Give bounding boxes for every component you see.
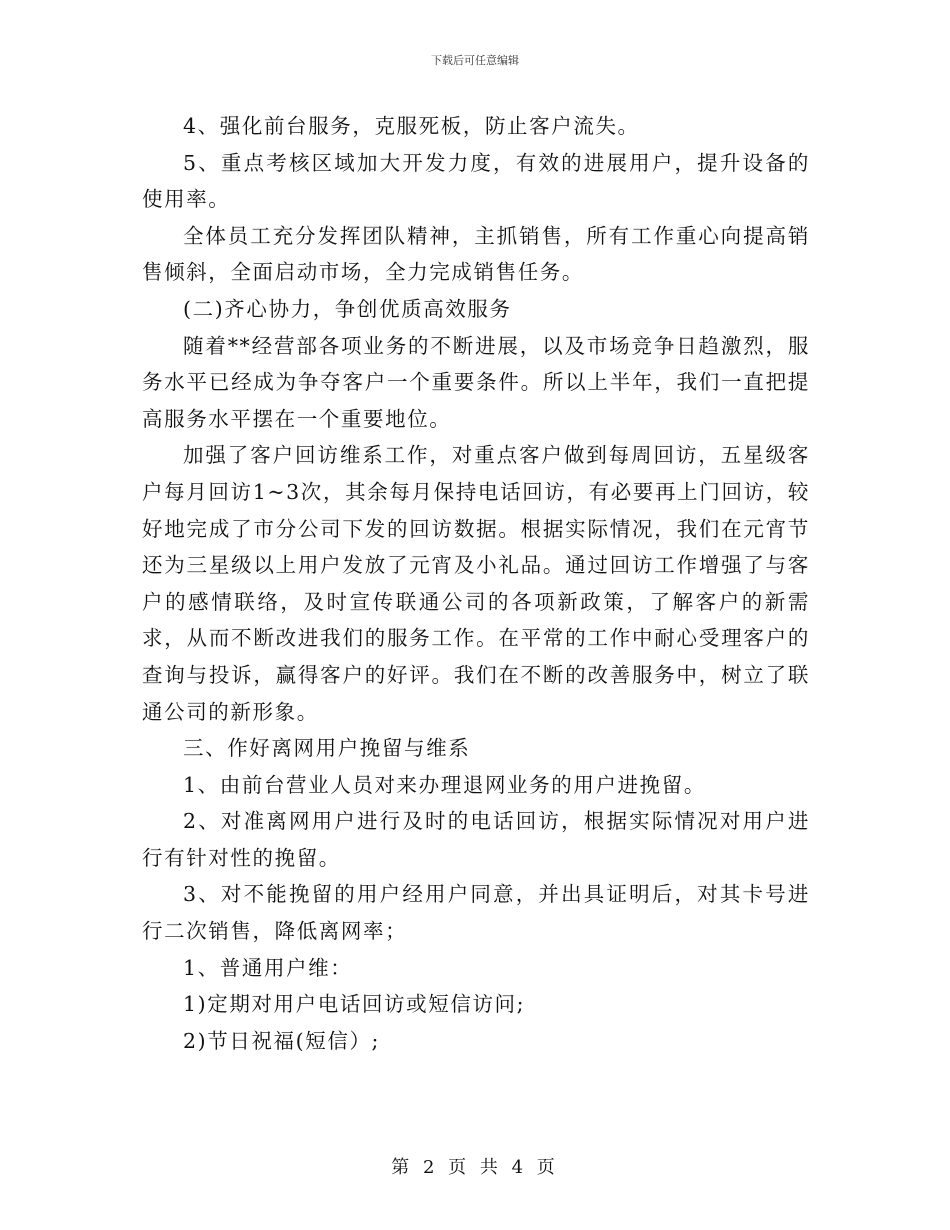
paragraph: 1、由前台营业人员对来办理退网业务的用户进挽留。 (183, 772, 706, 797)
paragraph: 4、强化前台服务，克服死板，防止客户流失。 (183, 114, 640, 138)
page-header: 下载后可任意编辑 (431, 54, 519, 67)
section-heading: (二)齐心协力，争创优质高效服务 (183, 296, 512, 321)
paragraph: 全体员工充分发挥团队精神，主抓销售，所有工作重心向提高销售倾斜，全面启动市场，全力完成销售任务。 (142, 223, 810, 285)
paragraph: 1)定期对用户电话回访或短信访问; (183, 992, 526, 1017)
paragraph: 随着**经营部各项业务的不断进展，以及市场竞争日趋激烈，服务水平已经成为争夺客户一个重要条件。所以上半年，我们一直把提高服务水平摆在一个重要地位。 (142, 333, 810, 431)
section-heading: 三、作好离网用户挽留与维系 (183, 736, 471, 761)
paragraph: 1、普通用户维： (183, 955, 353, 980)
paragraph: 5、重点考核区域加大开发力度，有效的进展用户，提升设备的使用率。 (142, 150, 810, 212)
page-number: 第 2 页 共 4 页 (391, 1157, 559, 1178)
document-body (142, 108, 810, 1059)
paragraph: 2)节日祝福(短信）; (183, 1028, 381, 1053)
paragraph: 2、对准离网用户进行及时的电话回访，根据实际情况对用户进行有针对性的挽留。 (142, 809, 810, 870)
paragraph: 加强了客户回访维系工作，对重点客户做到每周回访，五星级客户每月回访1~3次，其余每月保持电话回访，有必要再上门回访，较好地完成了市分公司下发的回访数据。根据实际情况，我们在元宵节还为三星级以上用户发放了元宵及小礼品。通过回访工作增强了与客户的感情联络，及时宣传联通公司的各项新政策，了解客户的新需求，从而不断改进我们的服务工作。在平常的工作中耐心受理客户的查询与投诉，赢得客户的好评。我们在不断的改善服务中，树立了联通公司的新形象。 (142, 443, 810, 724)
paragraph: 3、对不能挽留的用户经用户同意，并出具证明后，对其卡号进行二次销售，降低离网率； (142, 882, 810, 944)
